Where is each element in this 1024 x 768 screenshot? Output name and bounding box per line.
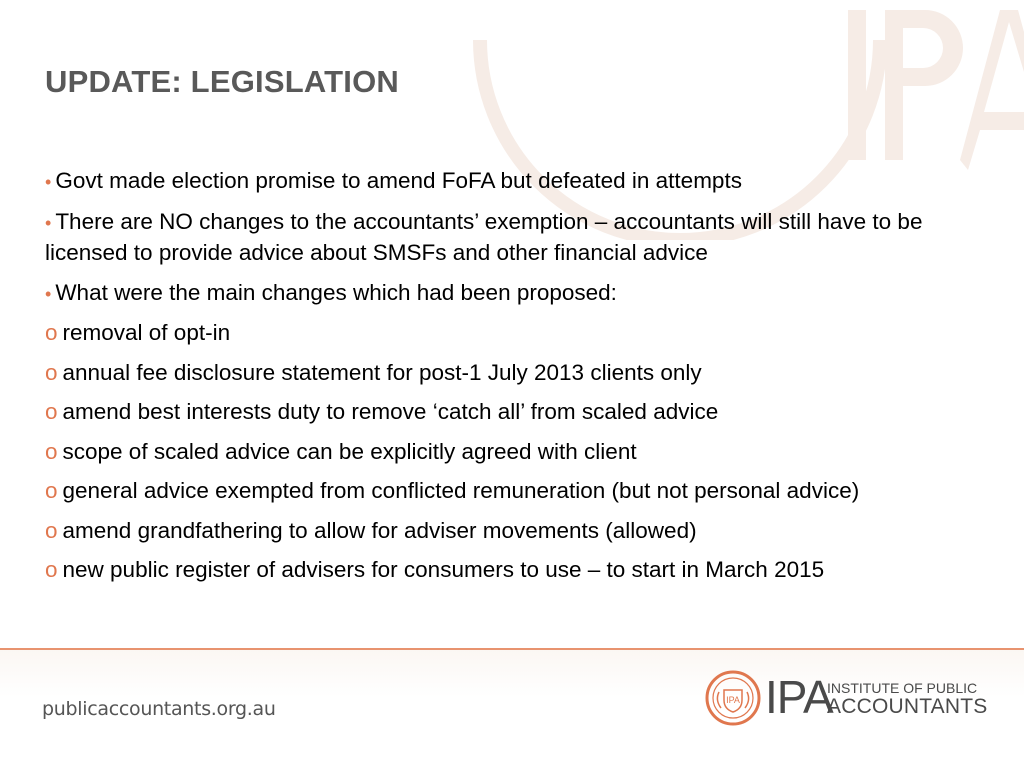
- sub-item-text: general advice exempted from conflicted remuneration (but not personal advice): [62, 478, 860, 503]
- sub-item-text: removal of opt-in: [62, 320, 231, 345]
- sub-item-marker: o: [45, 399, 58, 424]
- sub-item: [45, 437, 995, 467]
- sub-item-text: scope of scaled advice can be explicitly agreed with client: [62, 438, 637, 464]
- bullet-text: Govt made election promise to amend FoFA but defeated in attempts: [55, 168, 742, 193]
- bullet-marker: •: [45, 283, 52, 304]
- sub-item: [45, 516, 995, 546]
- sub-item-marker: o: [45, 478, 58, 503]
- slide-content: [45, 166, 995, 595]
- bullet-item: [45, 207, 995, 268]
- footer-divider: [0, 648, 1024, 650]
- ipa-seal-icon: [705, 670, 761, 726]
- sub-item-text: amend best interests duty to remove ‘catch all’ from scaled advice: [62, 399, 719, 424]
- bullet-item: [45, 166, 995, 197]
- sub-item-marker: o: [45, 359, 58, 385]
- ipa-logo: [705, 670, 990, 726]
- logo-name-line2: ACCOUNTANTS: [827, 695, 988, 718]
- watermark-letters: [848, 10, 1024, 170]
- bullet-item: [45, 278, 995, 309]
- slide-title: UPDATE: LEGISLATION: [45, 64, 399, 99]
- sub-item-marker: o: [45, 320, 58, 345]
- sub-item: [45, 555, 995, 585]
- logo-name-line1: INSTITUTE OF PUBLIC: [827, 680, 978, 696]
- sub-item-text: amend grandfathering to allow for adviser movements (allowed): [62, 517, 697, 543]
- sub-item: [45, 358, 995, 388]
- sub-item-marker: o: [45, 438, 58, 464]
- seal-label: IPA: [726, 695, 740, 705]
- sub-item-text: new public register of advisers for consumers to use – to start in March 2015: [62, 557, 825, 582]
- sub-item: [45, 318, 995, 348]
- logo-abbreviation: IPA: [765, 671, 833, 723]
- website-link[interactable]: publicaccountants.org.au: [42, 698, 276, 720]
- sub-item-text: annual fee disclosure statement for post-1 July 2013 clients only: [62, 359, 702, 385]
- bullet-marker: •: [45, 212, 52, 233]
- bullet-text: There are NO changes to the accountants’ exemption – accountants will still have to be licensed to provide advice about SMSFs and other financial advice: [45, 208, 923, 265]
- sub-item: [45, 397, 995, 427]
- sub-item-marker: o: [45, 517, 58, 543]
- bullet-marker: •: [45, 172, 52, 192]
- sub-item-marker: o: [45, 557, 58, 582]
- bullet-text: What were the main changes which had been proposed:: [55, 279, 617, 305]
- sub-item: [45, 476, 995, 506]
